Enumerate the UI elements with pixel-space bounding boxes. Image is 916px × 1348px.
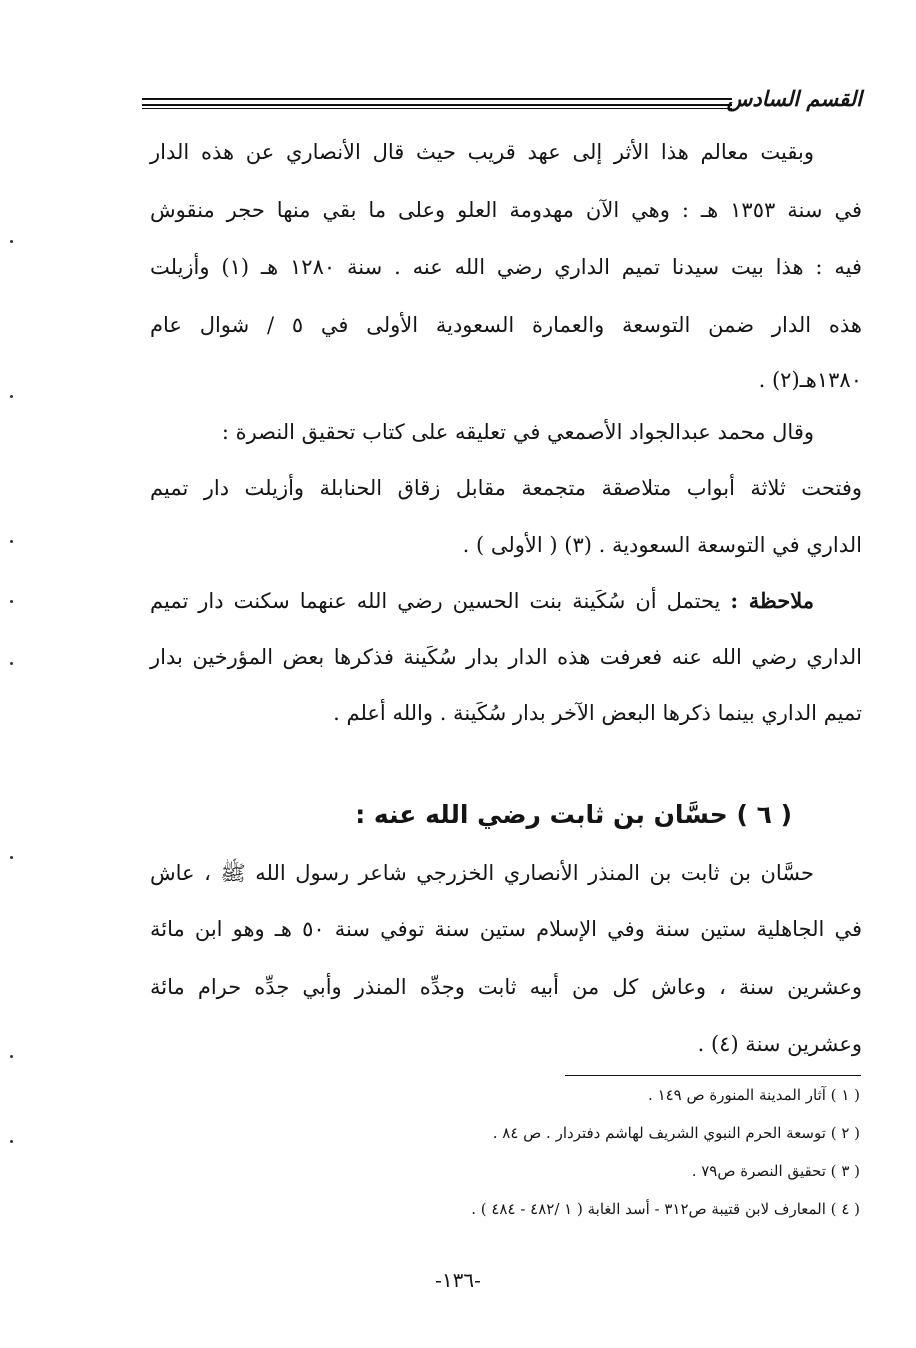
scan-speck (10, 662, 13, 665)
paragraph-line: فيه : هذا بيت سيدنا تميم الداري رضي الله عنه . سنة ١٢٨٠ هـ (١) وأزيلت (150, 255, 863, 279)
paragraph-line: وفتحت ثلاثة أبواب متلاصقة متجمعة مقابل زقاق الحنابلة وأزيلت دار تميم (150, 476, 862, 500)
paragraph-line: في الجاهلية ستين سنة وفي الإسلام ستين سنة توفي سنة ٥٠ هـ وهو ابن مائة (150, 917, 862, 941)
footnote-1: ( ١ ) آثار المدينة المنورة ص ١٤٩ . (648, 1086, 860, 1104)
paragraph-line: وعشرين سنة ، وعاش كل من أبيه ثابت وجدِّه المنذر وأبي جدِّه حرام مائة (150, 975, 862, 999)
note-label: ملاحظة : (730, 588, 814, 613)
page-header (142, 86, 862, 116)
paragraph-line: في سنة ١٣٥٣ هـ : وهي الآن مهدومة العلو وعلى ما بقي منها حجر منقوش (150, 198, 862, 222)
footnote-separator (565, 1075, 861, 1076)
paragraph-line: وقال محمد عبدالجواد الأصمعي في تعليقه على كتاب تحقيق النصرة : (221, 420, 814, 444)
header-rule (142, 98, 732, 106)
scan-speck (10, 600, 13, 603)
paragraph-line: الداري رضي الله عنه فعرفت هذه الدار بدار سُكَينة فذكرها بعض المؤرخين بدار (150, 645, 862, 669)
paragraph-line: وعشرين سنة (٤) . (697, 1032, 862, 1056)
paragraph-line: الداري في التوسعة السعودية . (٣) ( الأولى ) . (462, 533, 862, 557)
scan-speck (10, 240, 13, 243)
paragraph-line: تميم الداري بينما ذكرها البعض الآخر بدار سُكَينة . والله أعلم . (333, 701, 862, 725)
footnote-3: ( ٣ ) تحقيق النصرة ص٧٩ . (691, 1162, 860, 1180)
paragraph-line: وبقيت معالم هذا الأثر إلى عهد قريب حيث قال الأنصاري عن هذه الدار (150, 140, 814, 164)
scan-speck (10, 1055, 13, 1058)
footnote-4: ( ٤ ) المعارف لابن قتيبة ص٣١٢ - أسد الغابة ( ١ /٤٨٢ - ٤٨٤ ) . (471, 1200, 860, 1218)
paragraph-line: حسَّان بن ثابت بن المنذر الأنصاري الخزرجي شاعر رسول الله ﷺ ، عاش (150, 861, 814, 885)
paragraph-line: هذه الدار ضمن التوسعة والعمارة السعودية الأولى في ٥ / شوال عام (150, 313, 862, 337)
paragraph-line (150, 588, 862, 613)
scan-speck (10, 856, 13, 859)
section-label: القسم السادس (726, 87, 862, 111)
header-rule-thin (142, 108, 732, 109)
paragraph-line: ١٣٨٠هـ(٢) . (758, 368, 862, 392)
scan-speck (10, 395, 13, 398)
scan-speck (10, 540, 13, 543)
section-heading: ( ٦ ) حسَّان بن ثابت رضي الله عنه : (355, 800, 792, 829)
note-text: يحتمل أن سُكَينة بنت الحسين رضي الله عنهما سكنت دار تميم (150, 589, 721, 613)
footnote-2: ( ٢ ) توسعة الحرم النبوي الشريف لهاشم دفتردار . ص ٨٤ . (492, 1124, 860, 1142)
scan-speck (10, 1140, 13, 1143)
page-number: -١٣٦- (435, 1268, 481, 1292)
